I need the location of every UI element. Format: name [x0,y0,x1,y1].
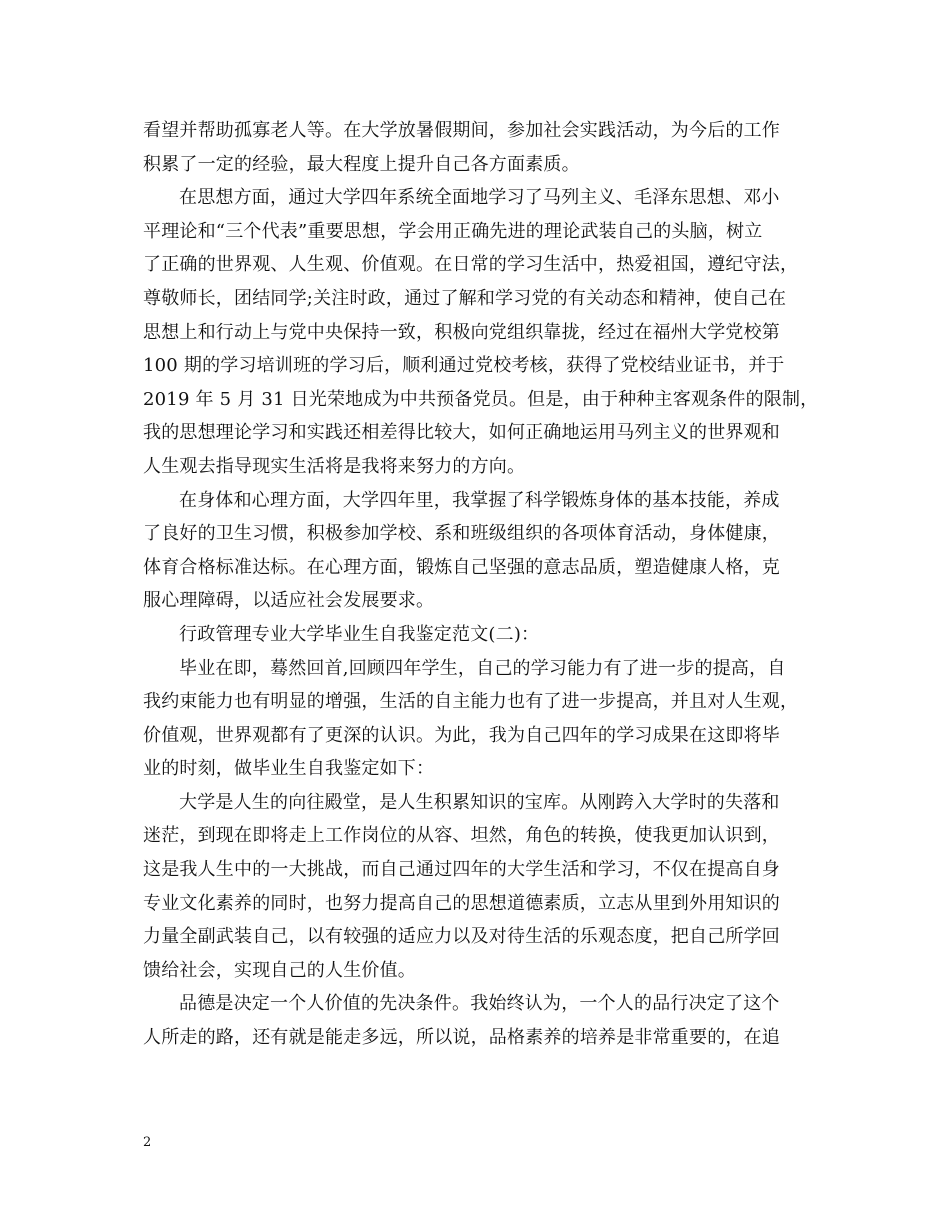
text-line: 平理论和“三个代表”重要思想，学会用正确先进的理论武装自己的头脑，树立 [143,220,763,242]
page-number: 2 [143,1135,152,1150]
text-line: 价值观，世界观都有了更深的认识。为此，我为自己四年的学习成果在这即将毕 [143,724,780,746]
text-line: 这是我人生中的一大挑战，而自己通过四年的大学生活和学习，不仅在提高自身 [143,859,780,881]
text-line: 服心理障碍，以适应社会发展要求。 [143,590,435,612]
text-line: 看望并帮助孤寡老人等。在大学放暑假期间，参加社会实践活动，为今后的工作 [143,120,780,141]
text-line: 毕业在即，蓦然回首,回顾四年学生，自己的学习能力有了进一步的提高，自 [179,657,786,679]
text-line: 迷茫，到现在即将走上工作岗位的从容、坦然，角色的转换，使我更加认识到， [143,825,780,847]
text-line: 馈给社会，实现自己的人生价值。 [143,959,416,981]
text-line: 品德是决定一个人价值的先决条件。我始终认为，一个人的品行决定了这个 [179,993,780,1015]
text-line: 我的思想理论学习和实践还相差得比较大，如何正确地运用马列主义的世界观和 [143,422,780,444]
text-line: 人生观去指导现实生活将是我将来努力的方向。 [143,455,526,477]
text-line: 业的时刻，做毕业生自我鉴定如下： [143,758,435,780]
text-line: 大学是人生的向往殿堂，是人生积累知识的宝库。从刚跨入大学时的失落和 [179,791,780,813]
document-body [143,114,819,1055]
text-line: 我约束能力也有明显的增强，生活的自主能力也有了进一步提高，并且对人生观， [143,691,799,713]
text-line: 行政管理专业大学毕业生自我鉴定范文(二)： [179,623,540,645]
text-line: 力量全副武装自己，以有较强的适应力以及对待生活的乐观态度，把自己所学回 [143,926,780,948]
text-line: 体育合格标准达标。在心理方面，锻炼自己坚强的意志品质，塑造健康人格，克 [143,556,780,578]
text-line: 100 期的学习培训班的学习后，顺利通过党校考核，获得了党校结业证书，并于 [143,355,785,377]
text-line: 了正确的世界观、人生观、价值观。在日常的学习生活中，热爱祖国，遵纪守法， [143,254,799,276]
text-line: 在思想方面，通过大学四年系统全面地学习了马列主义、毛泽东思想、邓小 [179,187,780,209]
text-line: 尊敬师长，团结同学;关注时政，通过了解和学习党的有关动态和精神，使自己在 [143,287,787,309]
text-line: 2019 年 5 月 31 日光荣地成为中共预备党员。但是，由于种种主客观条件的限制， [143,388,819,410]
text-line: 专业文化素养的同时，也努力提高自己的思想道德素质，立志从里到外用知识的 [143,892,780,914]
text-line: 人所走的路，还有就是能走多远，所以说，品格素养的培养是非常重要的，在追 [143,1027,780,1049]
text-line: 思想上和行动上与党中央保持一致，积极向党组织靠拢，经过在福州大学党校第 [143,321,780,343]
text-line: 了良好的卫生习惯，积极参加学校、系和班级组织的各项体育活动，身体健康， [143,523,780,545]
text-line: 积累了一定的经验，最大程度上提升自己各方面素质。 [143,153,580,175]
text-line: 在身体和心理方面，大学四年里，我掌握了科学锻炼身体的基本技能，养成 [179,489,780,511]
